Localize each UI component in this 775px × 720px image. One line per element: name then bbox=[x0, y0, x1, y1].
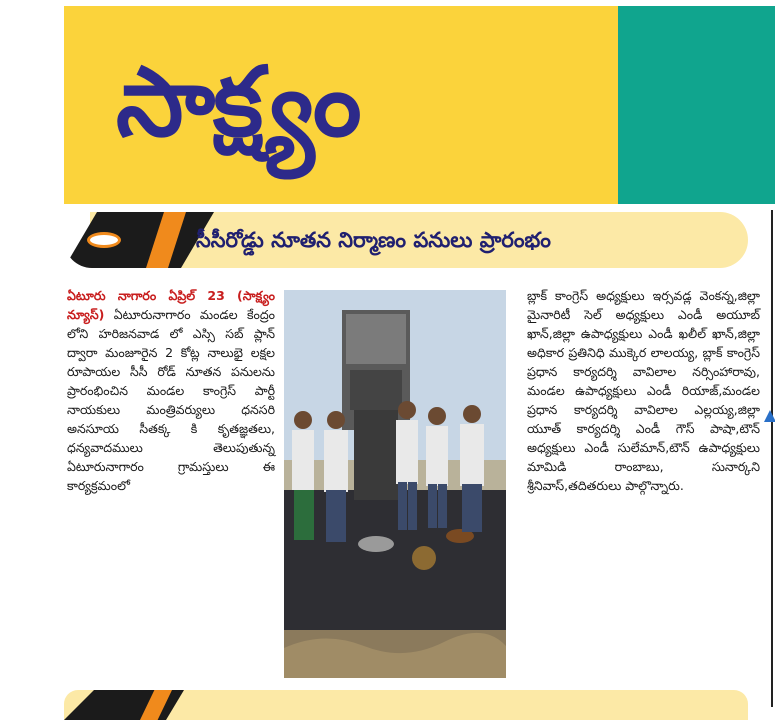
newspaper-logo-title: సాక్ష్యం bbox=[116, 46, 360, 158]
masthead-green-panel bbox=[618, 6, 775, 204]
article-column-left bbox=[67, 286, 275, 495]
article-photo bbox=[284, 290, 506, 678]
article-column-right bbox=[527, 286, 760, 495]
column-divider-line bbox=[771, 210, 773, 707]
arrow-up-icon bbox=[764, 410, 775, 422]
article-headline: సీసీరోడ్డు నూతన నిర్మాణం పనులు ప్రారంభం bbox=[196, 228, 551, 252]
article-body-left: ఏటూరునాగారం మండల కేంద్రం లోని హరిజనవాడ లో ఎస్సి సబ్ ప్లాన్ ద్వారా మంజూరైన 2 కోట్ల నాలుభై లక్షల రూపాయల సీసీ రోడ్ నూతన పనులను ప్రారంభించిన మండల కాంగ్రెస్ పార్టీ నాయకులు మంత్రివర్యులు ధనసరి అనసూయ సీతక్క కి కృతజ్ఞతలు, ధన్యవాదములు తెలుపుతున్న ఏటూరునాగారం గ్రామస్తులు ఈ కార్యక్రమంలో bbox=[67, 307, 275, 493]
headline-bullet-icon bbox=[87, 232, 121, 248]
masthead bbox=[64, 6, 775, 204]
article-body-right: బ్లాక్ కాంగ్రెస్ అధ్యక్షులు ఇర్సవడ్ల వెంకన్న,జిల్లా మైనారిటీ సెల్ అధ్యక్షులు ఎండీ అయూబ్ ఖాన్,జిల్లా ఉపాధ్యక్షులు ఎండీ ఖలీల్ ఖాన్,జిల్లా అధికార ప్రతినిధి ముక్కెర లాలయ్య, బ్లాక్ కాంగ్రెస్ ప్రధాన కార్యదర్శి వావిలాల నర్సింహారావు, మండల ఉపాధ్యక్షులు ఎండీ రియాజ్,మండల ప్రధాన కార్యదర్శి వావిలాల ఎల్లయ్య,జిల్లా యూత్ కార్యదర్శి ఎండీ గౌస్ పాషా,టౌన్ అధ్యక్షులు ఎండీ సులేమాన్,టౌన్ ఉపాధ్యక్షులు మామిడి రాంబాబు, సునార్కని శ్రీనివాస్,తదితరులు పాల్గొన్నారు. bbox=[527, 288, 760, 493]
article-dateline: ఏటూరు నాగారం ఏప్రిల్ 23 (సాక్ష్యం న్యూస్) bbox=[67, 288, 275, 322]
